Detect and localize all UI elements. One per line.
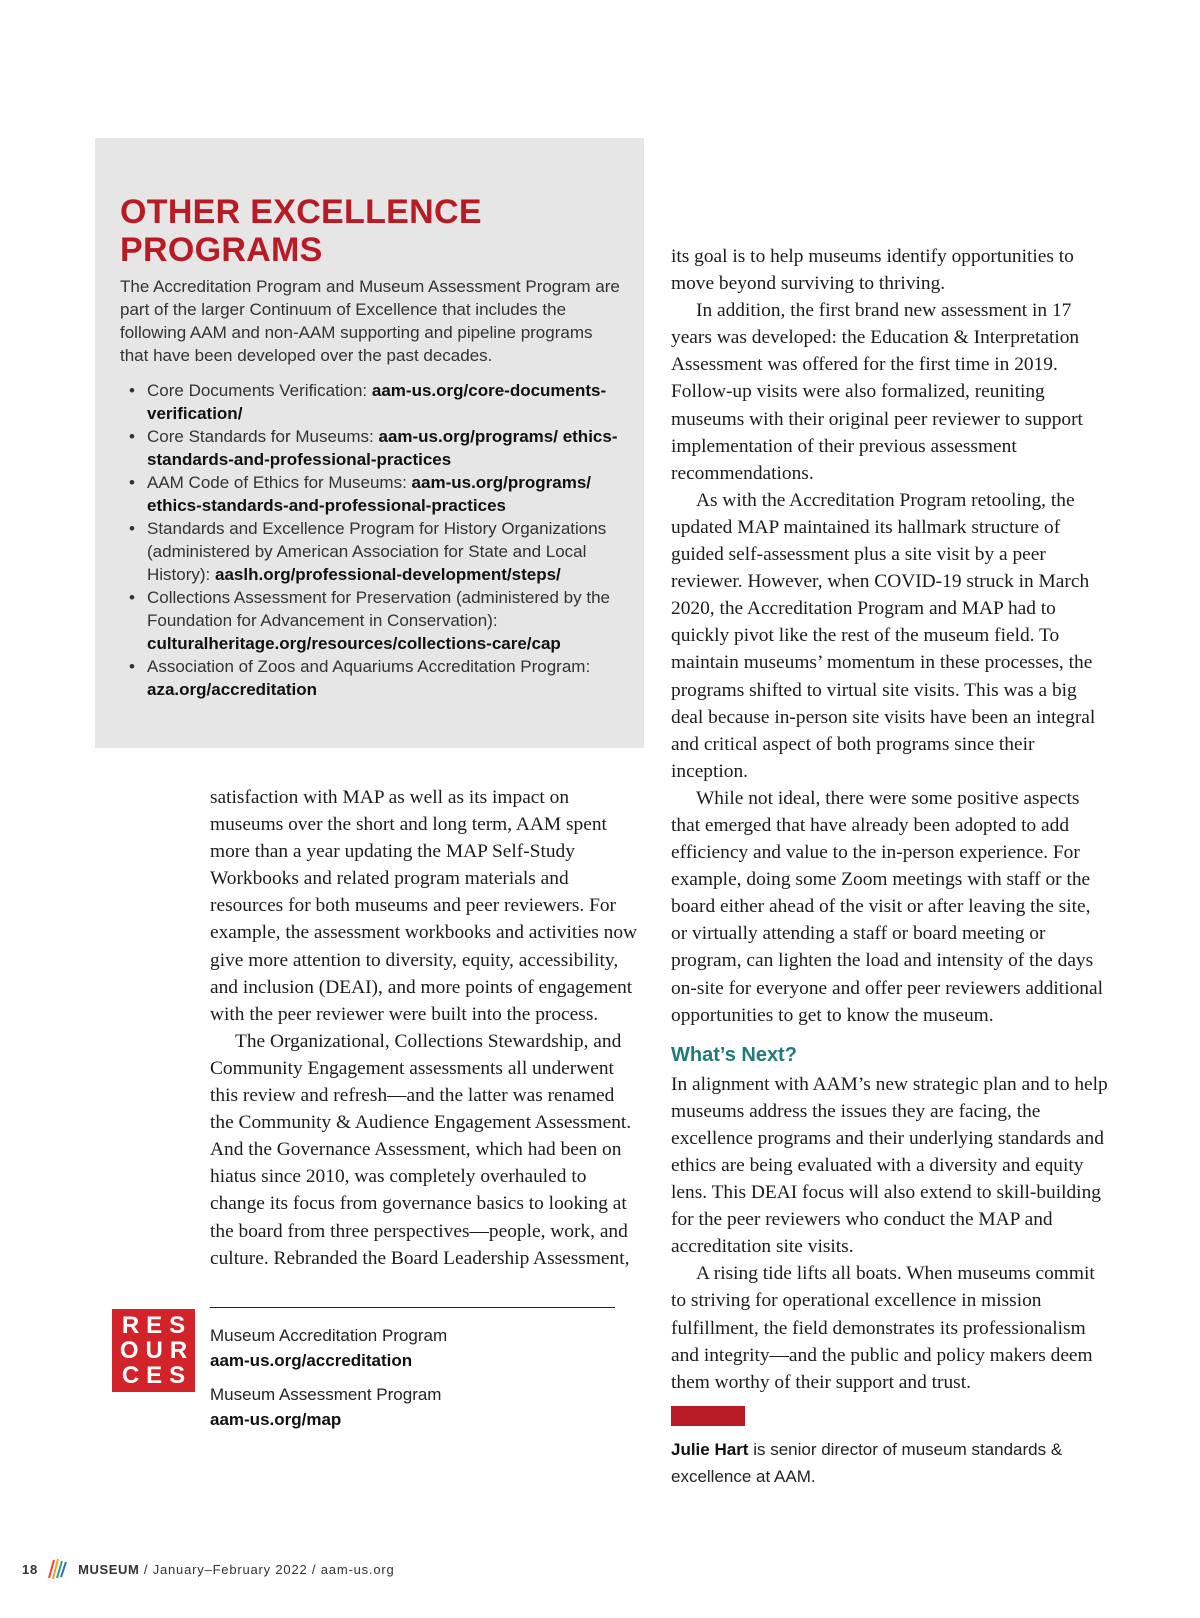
resources-logo: RES OUR CES [112, 1309, 195, 1392]
page-number: 18 [22, 1561, 39, 1577]
program-link[interactable]: aza.org/accreditation [147, 680, 318, 699]
resource-link[interactable]: aam-us.org/accreditation [210, 1351, 413, 1370]
magazine-name: MUSEUM [78, 1561, 140, 1577]
program-link[interactable]: aam-us.org/programs/ ethics-standards-and-professional-practices [147, 427, 618, 469]
body-column-right [671, 243, 1111, 1396]
bullet-icon: • [129, 473, 135, 492]
list-item: • Collections Assessment for Preservation (administered by the Foundation for Advancement in Conservation): culturalheritage.org/resources/collections-care/cap [129, 588, 610, 653]
list-item: • AAM Code of Ethics for Museums: aam-us.org/programs/ ethics-standards-and-professional-practices [129, 473, 592, 515]
resource-label: Museum Accreditation Program [210, 1326, 448, 1345]
body-paragraph: The Organizational, Collections Stewardship, and Community Engagement assessments all underwent this review and refresh—and the latter was renamed the Community & Audience Engagement Assessment. And the Governance Assessment, which had been on hiatus since 2010, was completely overhauled to change its focus from governance basics to looking at the board from three perspectives—people, work, and culture. Rebranded the Board Leadership Assessment, [210, 1030, 632, 1269]
program-list [120, 379, 620, 701]
body-paragraph: While not ideal, there were some positive aspects that emerged that have already been adopted to add efficiency and value to the in-person experience. For example, doing some Zoom meetings with staff or the board either ahead of the visit or after leaving the site, or virtually attending a staff or board meeting or program, can lighten the load and intensity of the days on-site for everyone and offer peer reviewers additional opportunities to get to know the museum. [671, 787, 1103, 1026]
body-paragraph: A rising tide lifts all boats. When museums commit to striving for operational excellence in mission fulfillment, the field demonstrates its professionalism and integrity—and the public and policy makers deem them worthy of their support and trust. [671, 1263, 1095, 1393]
body-paragraph: In addition, the first brand new assessment in 17 years was developed: the Education & Interpretation Assessment was offered for the first time in 2019. Follow-up visits were also formalized, reuniting museums with their original peer reviewer to support implementation of their previous assessment recommendations. [671, 300, 1083, 484]
bullet-icon: • [129, 519, 135, 538]
resource-item [210, 1323, 610, 1373]
sidebar-intro: The Accreditation Program and Museum Assessment Program are part of the larger Continuum of Excellence that includes the following AAM and non-AAM supporting and pipeline programs that have been developed over the past decades. [120, 277, 620, 365]
body-paragraph: satisfaction with MAP as well as its impact on museums over the short and long term, AAM spent more than a year updating the MAP Self-Study Workbooks and related program materials and resources for both museums and peer reviewers. For example, the assessment workbooks and activities now give more attention to diversity, equity, accessibility, and inclusion (DEAI), and more points of engagement with the peer reviewer were built into the process. [210, 787, 638, 1025]
bullet-icon: • [129, 427, 135, 446]
list-item: • Core Documents Verification: aam-us.org/core-documents-verification/ [129, 381, 607, 423]
list-item: • Core Standards for Museums: aam-us.org/programs/ ethics-standards-and-professional-practices [129, 427, 618, 469]
bullet-icon: • [129, 381, 135, 400]
body-paragraph: As with the Accreditation Program retooling, the updated MAP maintained its hallmark structure of guided self-assessment plus a site visit by a peer reviewer. However, when COVID-19 struck in March 2020, the Accreditation Program and MAP had to quickly pivot like the rest of the museum field. To maintain museums’ momentum in these processes, the programs shifted to virtual site visits. This was a big deal because in-person site visits have been an integral and critical aspect of both programs since their inception. [671, 489, 1096, 782]
resources-list [210, 1323, 610, 1441]
body-paragraph: In alignment with AAM’s new strategic plan and to help museums address the issues they are facing, the excellence programs and their underlying standards and ethics are being evaluated with a diversity and equity lens. This DEAI focus will also extend to skill-building for the peer reviewers who conduct the MAP and accreditation site visits. [671, 1073, 1108, 1258]
program-link[interactable]: aam-us.org/programs/ ethics-standards-and-professional-practices [147, 473, 592, 515]
whats-next-heading: What’s Next? [671, 1043, 797, 1066]
program-link[interactable]: aam-us.org/core-documents-verification/ [147, 381, 607, 423]
issue-info: / January–February 2022 / aam-us.org [139, 1561, 395, 1577]
bullet-icon: • [129, 657, 135, 676]
body-column-left [210, 784, 638, 1272]
resource-item [210, 1382, 610, 1432]
sidebar-title: OTHER EXCELLENCE PROGRAMS [120, 193, 482, 269]
list-item: • Standards and Excellence Program for History Organizations (administered by American Association for State and Local History): aaslh.org/professional-development/steps/ [129, 519, 607, 584]
aam-logo-icon [46, 1556, 68, 1582]
page-footer [22, 1555, 395, 1583]
sidebar-box [95, 138, 644, 748]
bio-accent-bar [671, 1406, 745, 1426]
resource-link[interactable]: aam-us.org/map [210, 1410, 342, 1429]
resource-label: Museum Assessment Program [210, 1385, 442, 1404]
author-name: Julie Hart [671, 1440, 749, 1459]
bullet-icon: • [129, 588, 135, 607]
author-bio: Julie Hart is senior director of museum standards & excellence at AAM. [671, 1440, 1063, 1486]
program-link[interactable]: aaslh.org/professional-development/steps/ [215, 565, 561, 584]
list-item: • Association of Zoos and Aquariums Accreditation Program: aza.org/accreditation [129, 657, 591, 699]
program-link[interactable]: culturalheritage.org/resources/collections-care/cap [147, 634, 561, 653]
resources-divider [210, 1307, 615, 1308]
body-paragraph: its goal is to help museums identify opportunities to move beyond surviving to thriving. [671, 246, 1074, 295]
